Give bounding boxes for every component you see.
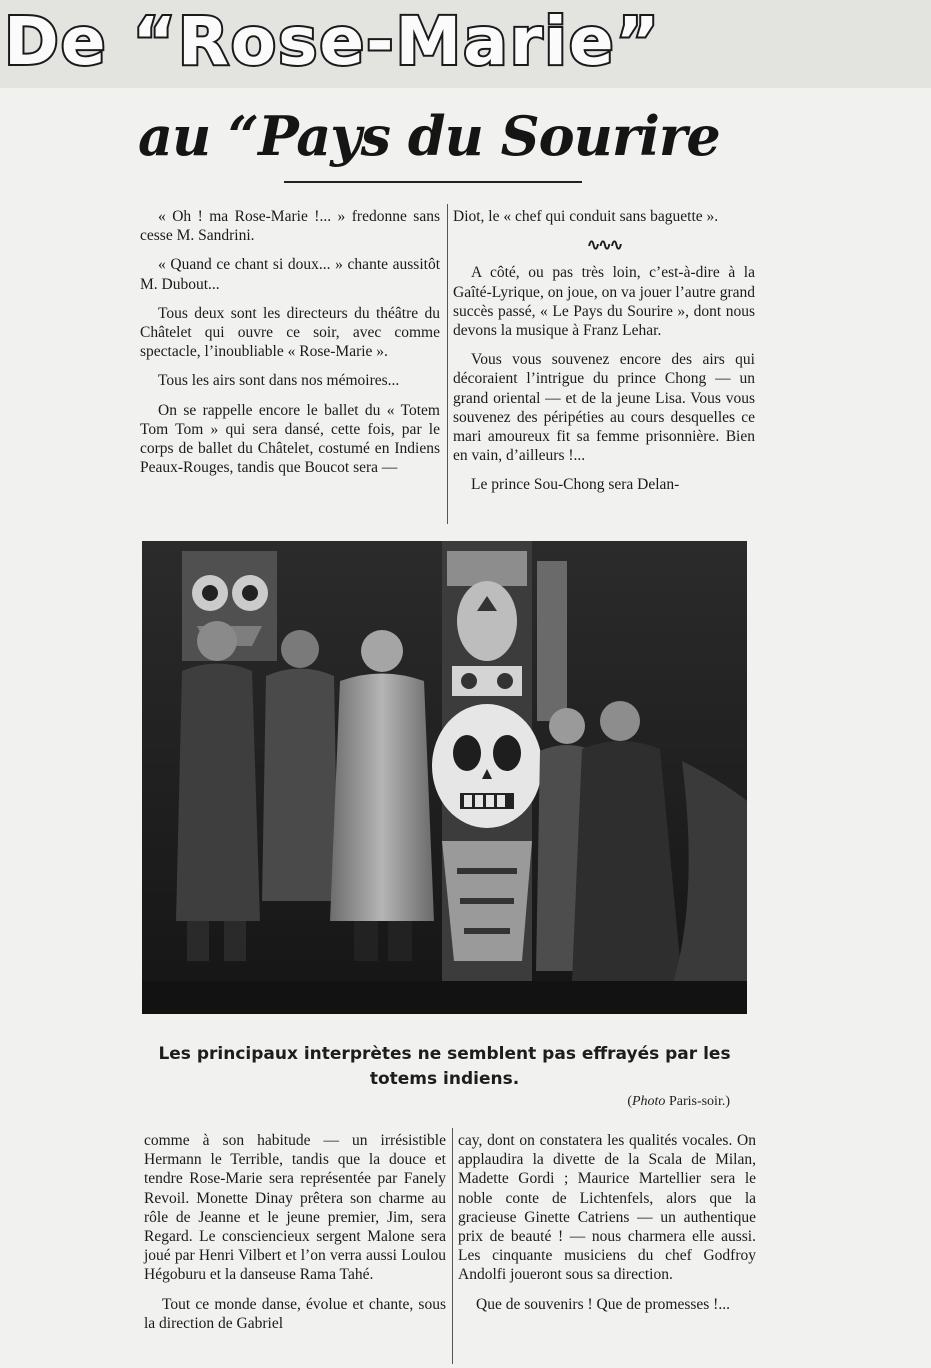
photo-caption: Les principaux interprètes ne semblent pas effrayés par les totems indiens. bbox=[158, 1044, 731, 1089]
title-rule bbox=[284, 181, 582, 183]
bottom-left-column bbox=[144, 1131, 446, 1343]
paragraph: On se rappelle encore le ballet du « Totem Tom Tom » qui sera dansé, cette fois, par le corps de ballet du Châtelet, costumé en Indiens Peaux-Rouges, tandis que Boucot sera — bbox=[140, 401, 440, 477]
photo-credit-label: Photo bbox=[631, 1094, 666, 1109]
paragraph: comme à son habitude — un irrésistible Hermann le Terrible, tandis que la douce et tendre Rose-Marie sera représentée par Fanely Revoil. Monette Dinay prêtera son charme au rôle de Jeanne et le jeune premier, Jim, sera Regard. Le consciencieux sergent Malone sera joué par Henri Vilbert et l’on verra aussi Loulou Hégoburu et la danseuse Rama Tahé. bbox=[144, 1132, 446, 1284]
person-3 bbox=[330, 630, 434, 961]
paragraph: « Quand ce chant si doux... » chante aussitôt M. Dubout... bbox=[140, 256, 440, 293]
ornament-divider: ∿∿∿ bbox=[586, 237, 622, 255]
photo-credit-source: Paris-soir. bbox=[668, 1094, 726, 1109]
subheadline: au “Pays du Sourire bbox=[138, 104, 720, 168]
news-photo bbox=[142, 541, 747, 1014]
top-right-column bbox=[453, 207, 755, 505]
person-1 bbox=[176, 621, 260, 961]
paragraph: A côté, ou pas très loin, c’est-à-dire à la Gaîté-Lyrique, on joue, on va jouer l’autre grand succès passé, « Le Pays du Sourire », dont nous devons la musique à Franz Lehar. bbox=[453, 264, 755, 340]
paragraph: Que de souvenirs ! Que de promesses !... bbox=[476, 1295, 730, 1313]
paragraph: Tous deux sont les directeurs du théâtre du Châtelet qui ouvre ce soir, avec comme spectacle, l’inoubliable « Rose-Marie ». bbox=[140, 304, 440, 361]
paragraph: cay, dont on constatera les qualités vocales. On applaudira la divette de la Scala de Milan, Madette Gordi ; Maurice Martellier sera le noble conte de Lichtenfels, alors que la gracieuse Ginette Catriens — un authentique prix de beauté ! — nous charmera elle aussi. Les cinquante musiciens du chef Godfroy Andolfi joueront sous sa direction. bbox=[458, 1132, 756, 1284]
paragraph: « Oh ! ma Rose-Marie !... » fredonne sans cesse M. Sandrini. bbox=[140, 208, 440, 245]
paragraph: Tous les airs sont dans nos mémoires... bbox=[158, 372, 400, 390]
photo-credit: (Photo Paris-soir.) bbox=[627, 1094, 730, 1109]
top-left-column bbox=[140, 207, 440, 487]
bottom-right-column bbox=[458, 1131, 756, 1324]
paragraph: Vous vous souvenez encore des airs qui décoraient l’intrigue du prince Chong — un grand oriental — et de la jeune Lisa. Vous vous souvenez des péripéties au cours desquelles ce mari amoureux fit sa femme prisonnière. Bien en vain, d’ailleurs !... bbox=[453, 351, 755, 465]
paragraph: Tout ce monde danse, évolue et chante, sous la direction de Gabriel bbox=[144, 1295, 446, 1332]
paragraph: Le prince Sou-Chong sera Delan- bbox=[471, 476, 680, 494]
headline: De “Rose-Marie” bbox=[4, 3, 662, 80]
paragraph: Diot, le « chef qui conduit sans baguette ». bbox=[453, 208, 719, 225]
central-totem bbox=[432, 541, 542, 1011]
photo-illustration bbox=[142, 541, 747, 1014]
column-divider bbox=[447, 204, 448, 524]
column-divider bbox=[452, 1128, 453, 1364]
